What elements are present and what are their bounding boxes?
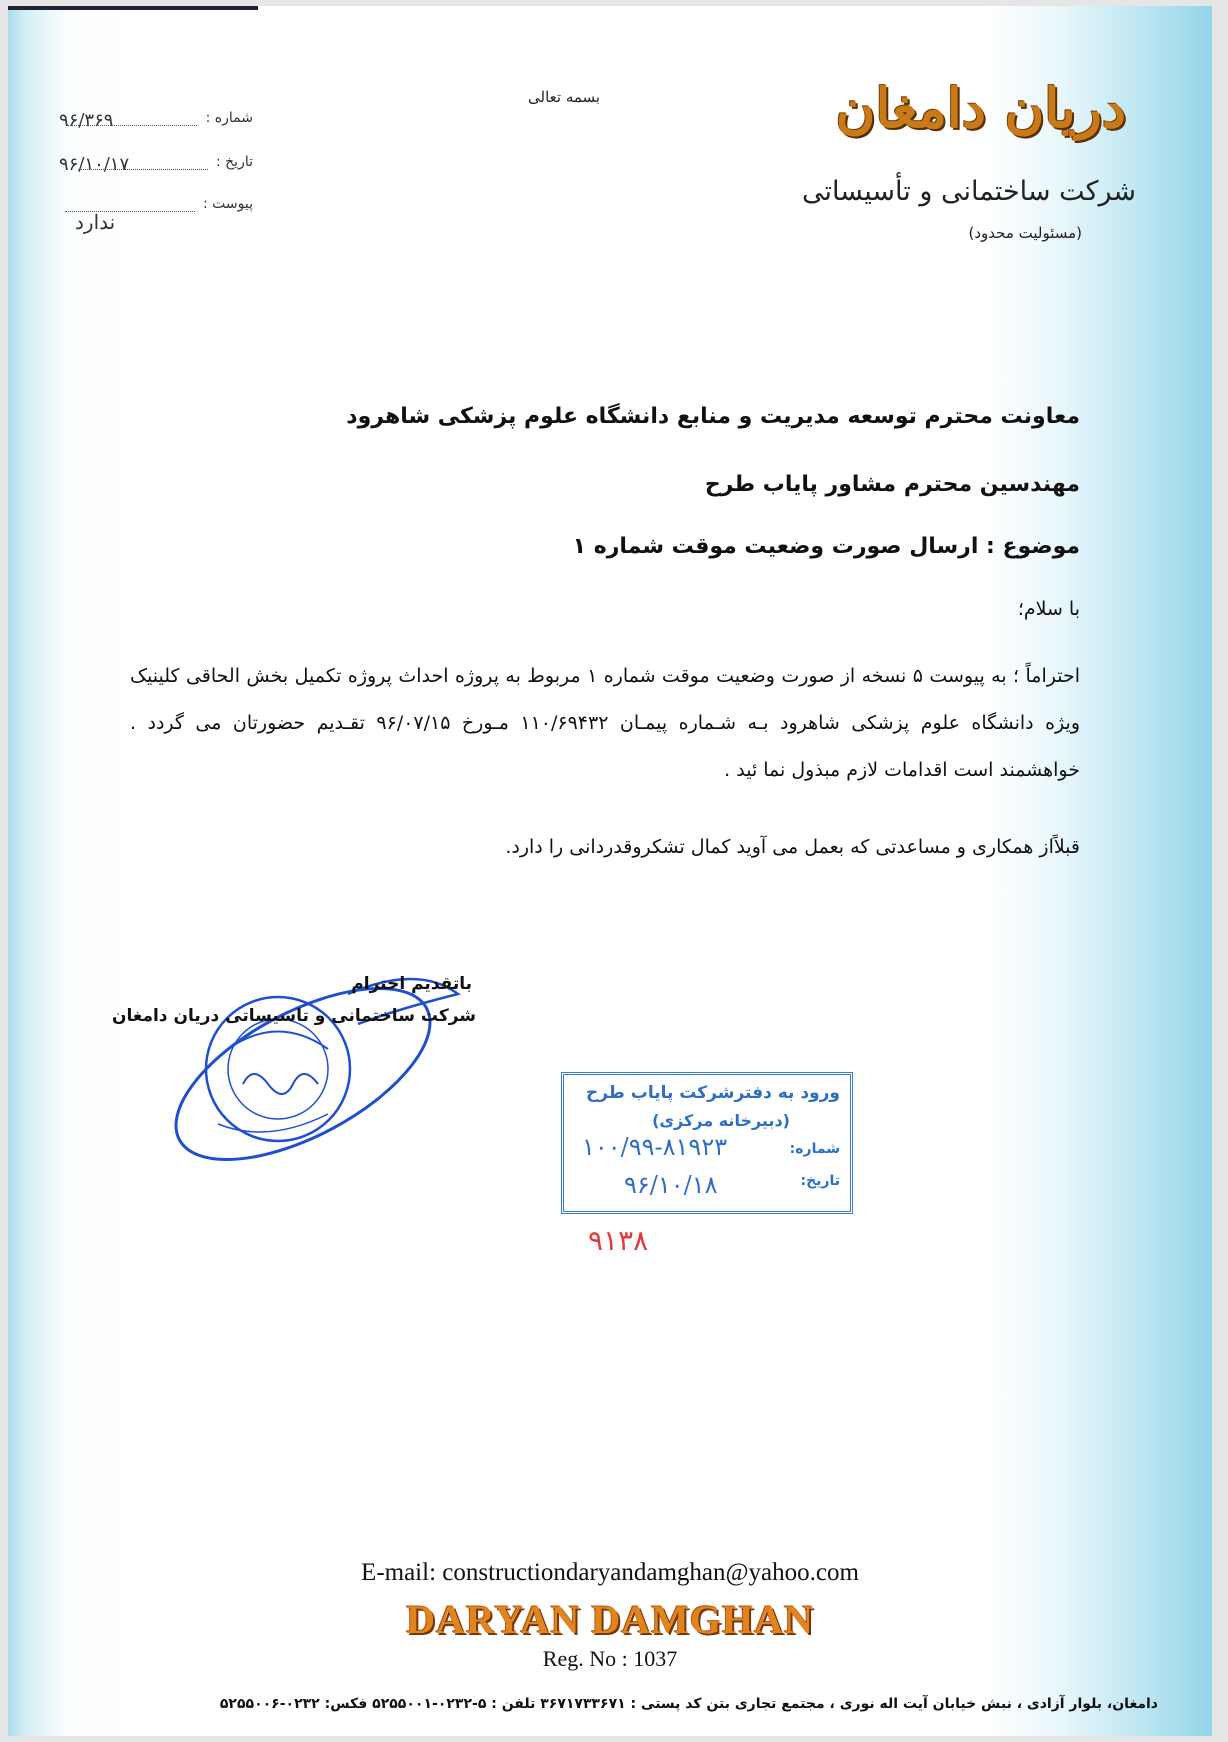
red-ink-number: ۹۱۳۸: [588, 1224, 649, 1257]
addressee-secondary: مهندسین محترم مشاور پایاب طرح: [704, 472, 1080, 497]
letter-number-label: شماره :: [205, 110, 253, 126]
attachment-field: [53, 196, 253, 234]
company-limited: (مسئولیت محدود): [968, 224, 1082, 242]
footer-registration: Reg. No : 1037: [542, 1646, 678, 1671]
signature-company: شرکت ساختمانی و تاسیساتی دریان دامغان: [111, 1006, 476, 1026]
basmala: بسمه تعالی: [528, 88, 601, 106]
signature-regards: باتقدیم احترام: [351, 974, 472, 994]
stamp-title: ورود به دفترشرکت پایاب طرح: [585, 1083, 840, 1103]
letter-date-label: تاریخ :: [215, 154, 253, 170]
letter-date-value: ۹۶/۱۰/۱۷: [59, 154, 130, 175]
attachment-label: پیوست :: [203, 196, 253, 212]
letter-body: احتراماً ؛ به پیوست ۵ نسخه از صورت وضعیت موقت شماره ۱ مربوط به پروژه احداث پروژه تکمیل بخش الحاقی کلینیک ویژه دانشگاه علوم پزشکی شاهرود بـه شـماره پیمـان ۱۱۰/۶۹۴۳۲ مـورخ ۹۶/۰۷/۱۵ تقـدیم حضورتان می گردد . خواهشمند است اقدامات لازم مبذول نما ئید .: [130, 665, 1080, 781]
stamp-number-label: شماره:: [789, 1141, 840, 1157]
footer-brand-logo: DARYAN DAMGHAN: [406, 1597, 814, 1642]
stamp-subtitle: (دبیرخانه مرکزی): [652, 1111, 790, 1130]
company-logo-text: دریان دامغان: [835, 76, 1126, 140]
letter-subject: موضوع : ارسال صورت وضعیت موقت شماره ۱: [572, 534, 1080, 559]
letter-number-value: ۹۶/۳۶۹: [59, 110, 114, 131]
addressee-primary: معاونت محترم توسعه مدیریت و منابع دانشگاه علوم پزشکی شاهرود: [346, 404, 1080, 429]
stamp-date-value: ۹۶/۱۰/۱۸: [624, 1171, 718, 1199]
greeting: با سلام؛: [1017, 598, 1080, 620]
letter-page: [8, 6, 1212, 1736]
footer-address: دامغان، بلوار آزادی ، نبش خیابان آیت اله نوری ، مجتمع تجاری بتن کد پستی : ۳۶۷۱۷۳۳۶۷۱ تلفن : ۵-۰۲۳۲-۵۲۵۵۰۰۱ فکس: ۰۲۳۲-۵۲۵۵۰۰۶: [219, 1696, 1158, 1712]
footer-email: E-mail: constructiondaryandamghan@yahoo.com: [361, 1559, 859, 1586]
stamp-number-value: ۱۰۰/۹۹-۸۱۹۲۳: [582, 1133, 728, 1161]
received-stamp: [561, 1072, 853, 1214]
letter-date-field: [53, 154, 253, 175]
company-name: شرکت ساختمانی و تأسیساتی: [801, 176, 1136, 207]
letter-closing: قبلاًاز همکاری و مساعدتی که بعمل می آوید کمال تشکروقدردانی را دارد.: [505, 836, 1080, 858]
attachment-value: ندارد: [75, 210, 116, 234]
scan-edge: [8, 6, 258, 10]
letter-number-field: [53, 110, 253, 131]
stamp-date-label: تاریخ:: [800, 1173, 840, 1189]
